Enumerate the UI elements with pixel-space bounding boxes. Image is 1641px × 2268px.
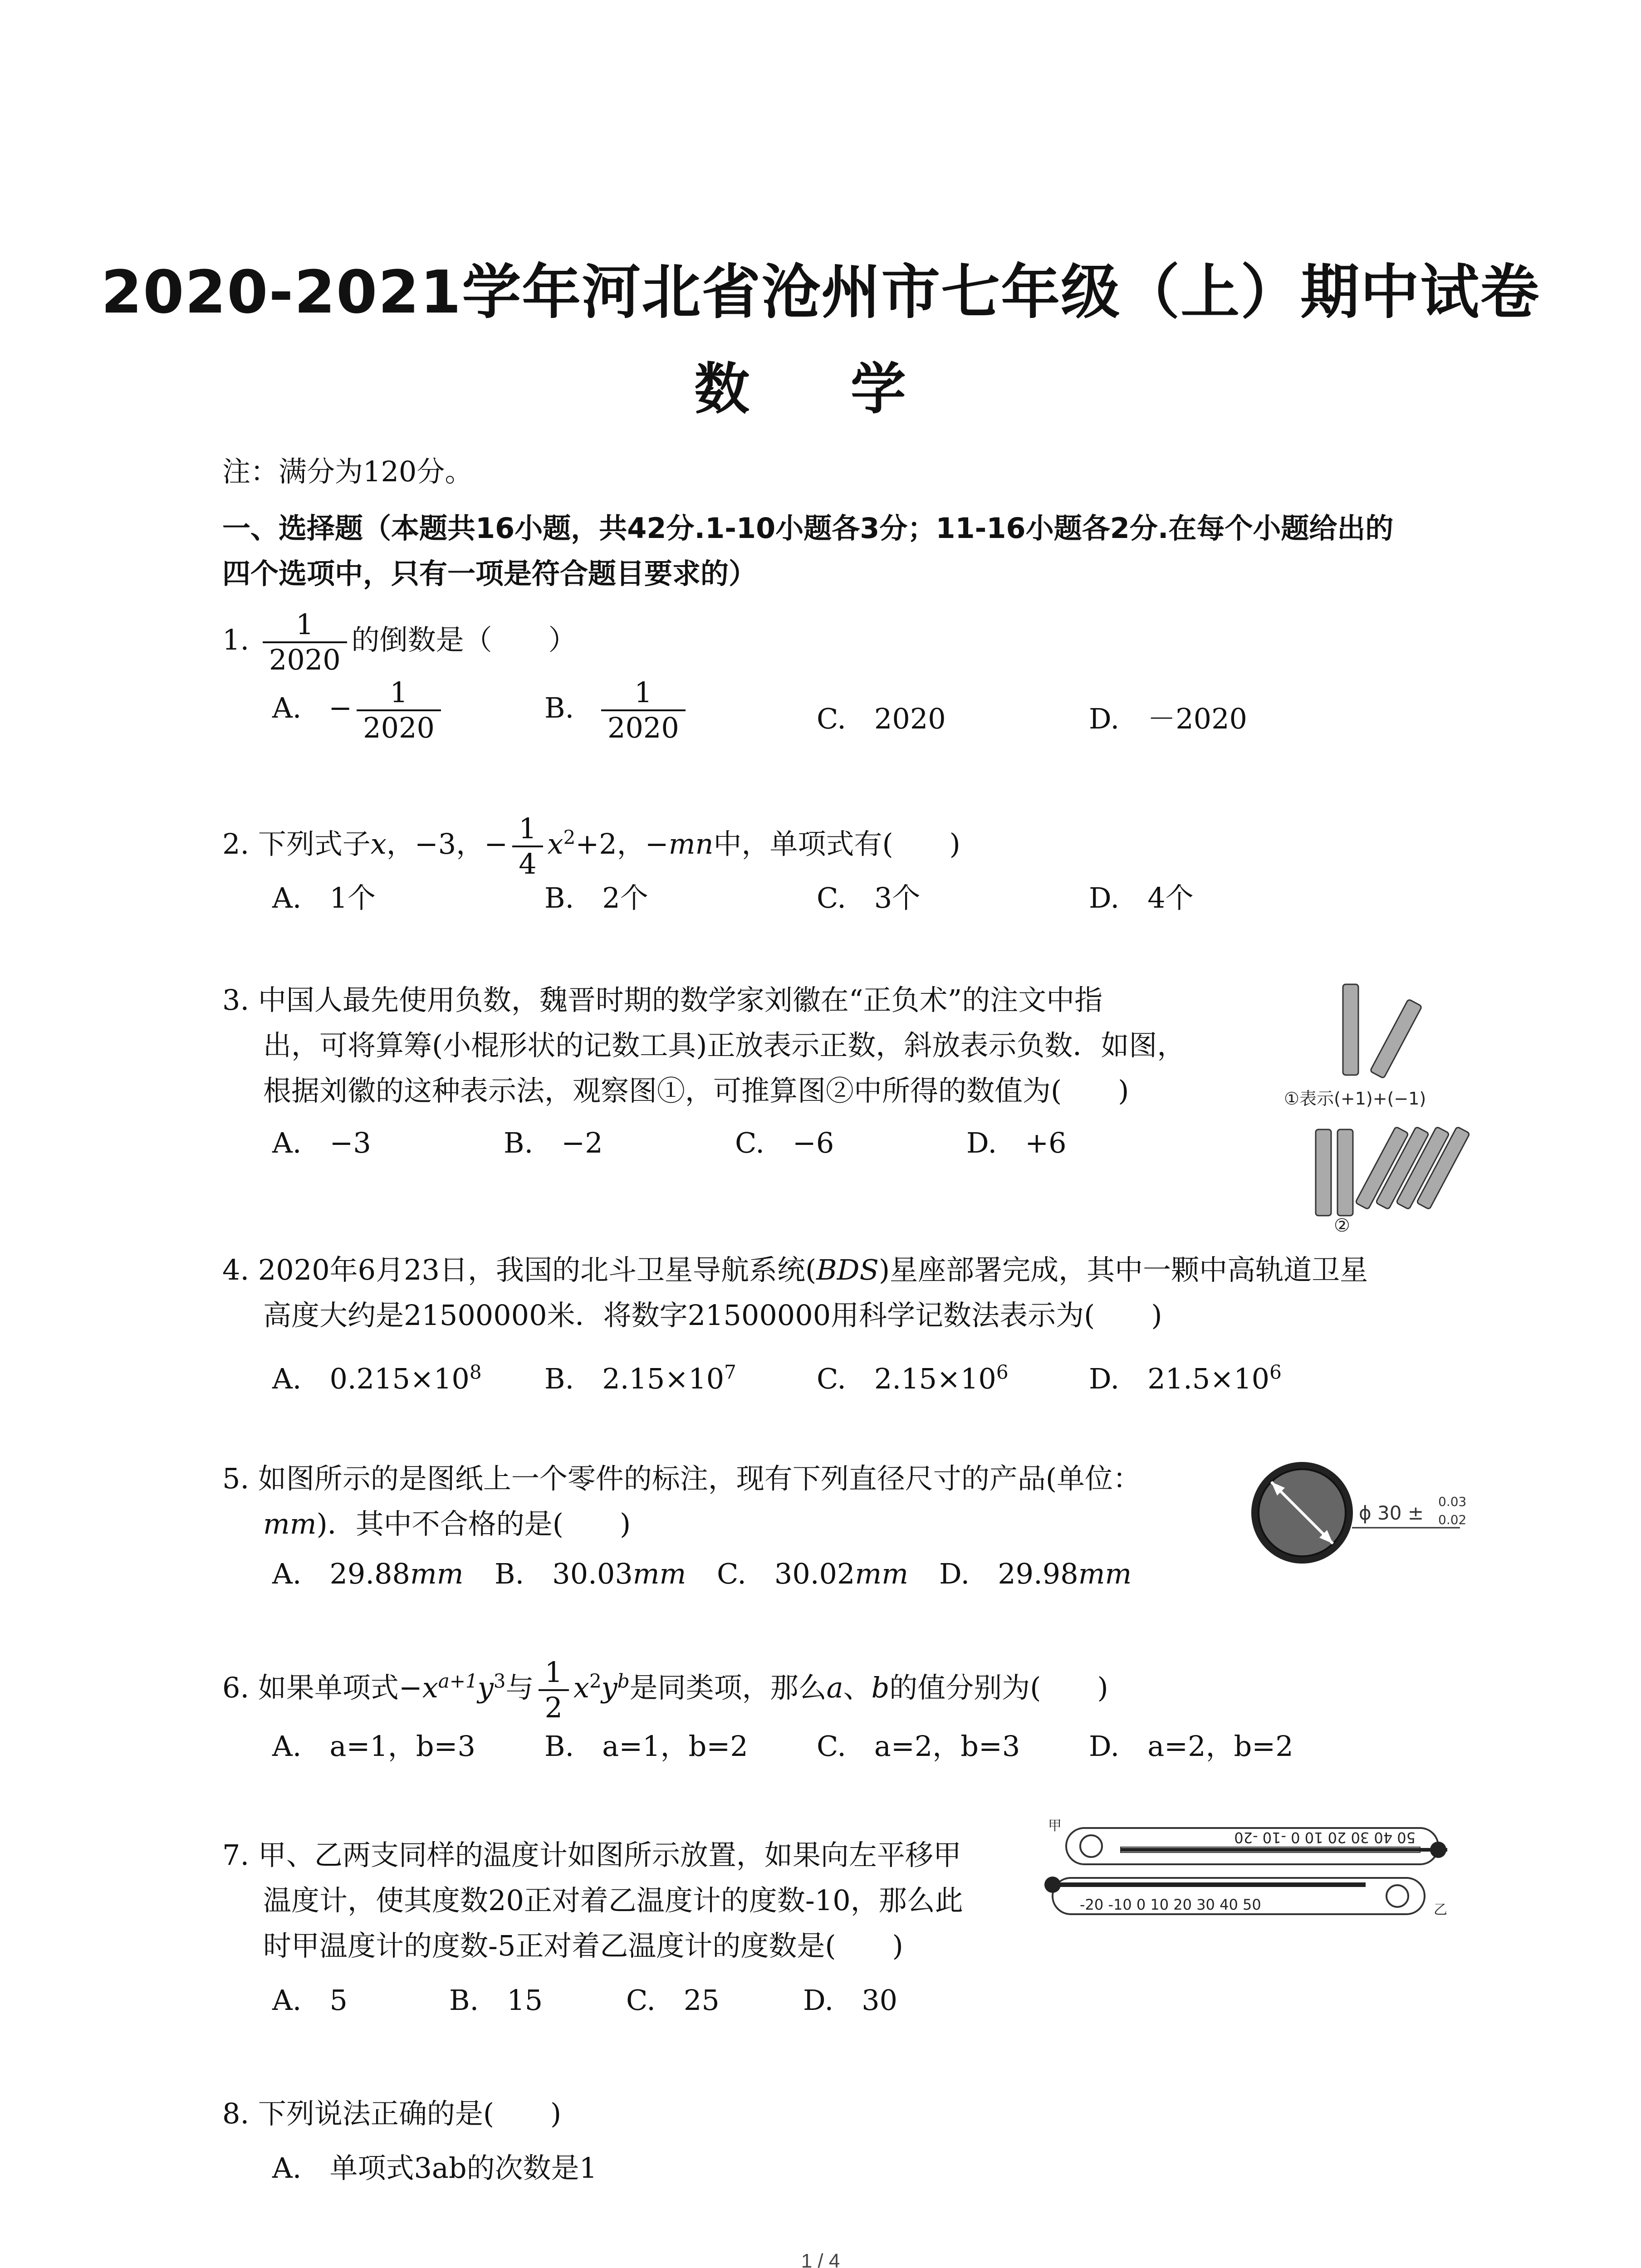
- q4-text: )星座部署完成，其中一颗中高轨道卫星: [878, 1253, 1368, 1286]
- upper-tolerance: 0.03: [1438, 1494, 1467, 1509]
- thermometer-jia: [1066, 1828, 1447, 1864]
- q7-line2: 温度计，使其度数20正对着乙温度计的度数-10，那么此: [263, 1884, 963, 1917]
- q2-option-c: C. 3个: [817, 881, 921, 914]
- q3-option-d: D. +6: [966, 1126, 1067, 1159]
- option-label: A.: [272, 691, 302, 725]
- q7-option-d: D. 30: [803, 1984, 898, 2017]
- q4-option-d: [1089, 1356, 1282, 1397]
- q3-option-a: A. −3: [272, 1126, 371, 1159]
- figure-label-2: ②: [1334, 1215, 1350, 1236]
- label-yi: 乙: [1434, 1902, 1447, 1918]
- unit-mm: mm: [855, 1557, 909, 1590]
- var-x: x: [370, 827, 387, 861]
- minus-sign: −: [328, 691, 353, 725]
- counting-rods-figure: [1284, 980, 1474, 1234]
- q4-option-c: [817, 1356, 1009, 1397]
- fraction-numerator: 1: [390, 676, 408, 709]
- q5-text: )．其中不合格的是( ): [316, 1507, 631, 1540]
- q3-option-b: B. −2: [504, 1126, 603, 1159]
- thermometer-yi: [1044, 1877, 1425, 1914]
- var-x: x: [573, 1671, 589, 1705]
- q7-line3: 时甲温度计的度数-5正对着乙温度计的度数是( ): [263, 1929, 903, 1962]
- rod-upright: [1316, 1129, 1331, 1216]
- fraction-numerator: 1: [296, 608, 314, 641]
- figure-label-1: ①表示(+1)+(−1): [1284, 1089, 1426, 1109]
- q4-text: 4. 2020年6月23日，我国的北斗卫星导航系统(: [222, 1253, 817, 1286]
- exponent: 2: [589, 1670, 602, 1692]
- option-text: A. 0.215×10: [272, 1362, 470, 1395]
- exponent: b: [617, 1670, 630, 1692]
- q7-option-c: C. 25: [626, 1984, 720, 2017]
- q1-option-c: C. 2020: [817, 702, 946, 735]
- unit-mm: mm: [410, 1557, 464, 1590]
- q6-option-b: B. a=1，b=2: [544, 1730, 748, 1763]
- fraction-denominator: 2020: [357, 709, 441, 745]
- option-text: D. 29.98: [939, 1557, 1078, 1590]
- fraction-denominator: 2: [539, 1689, 569, 1725]
- fraction-denominator: 2020: [601, 709, 686, 745]
- exam-title: 2020-2021学年河北省沧州市七年级（上）期中试卷: [101, 258, 1540, 327]
- q2-text: +2，−: [575, 827, 669, 861]
- fraction-numerator: 1: [544, 1656, 563, 1689]
- q5-option-d: [939, 1551, 1132, 1592]
- fraction: [601, 676, 686, 745]
- option-text: C. 2.15×10: [817, 1362, 996, 1395]
- q3-line2: 出，可将算筹(小棍形状的记数工具)正放表示正数，斜放表示负数．如图，: [263, 1029, 1185, 1062]
- var-x: x: [547, 827, 563, 861]
- q4-line2: 高度大约是21500000米．将数字21500000用科学记数法表示为( ): [263, 1299, 1162, 1332]
- subject-title: 数 学: [694, 357, 947, 421]
- q3-line3: 根据刘徽的这种表示法，观察图①，可推算图②中所得的数值为( ): [263, 1074, 1129, 1107]
- unit-mm: mm: [632, 1557, 686, 1590]
- option-text: B. 30.03: [495, 1557, 633, 1590]
- q2-text: 2. 下列式子: [222, 827, 371, 861]
- fraction-numerator: 1: [634, 676, 652, 709]
- q6-text: 的值分别为( ): [889, 1671, 1108, 1705]
- question-number: 1.: [222, 623, 250, 657]
- q8-option-a: A. 单项式3ab的次数是1: [272, 2151, 598, 2185]
- q5-line2: [263, 1501, 631, 1547]
- exponent: a+1: [438, 1670, 478, 1692]
- fraction-denominator: 2020: [263, 641, 347, 677]
- exponent: 3: [493, 1670, 506, 1692]
- q8-stem: 8. 下列说法正确的是( ): [222, 2097, 562, 2130]
- diameter-label: ϕ 30 ±: [1359, 1502, 1424, 1524]
- exponent: 7: [724, 1361, 736, 1383]
- question-stem: 的倒数是（ ）: [351, 623, 577, 657]
- fraction: [357, 676, 441, 745]
- rod-upright: [1337, 1129, 1353, 1216]
- q3-option-c: C. −6: [735, 1126, 834, 1159]
- q7-line1: 7. 甲、乙两支同样的温度计如图所示放置，如果向左平移甲: [222, 1838, 961, 1872]
- q5-line1: 5. 如图所示的是图纸上一个零件的标注，现有下列直径尺寸的产品(单位：: [222, 1462, 1141, 1495]
- page-number: 1 / 4: [801, 2250, 840, 2268]
- q6-option-d: D. a=2，b=2: [1089, 1730, 1293, 1763]
- q4-option-b: [544, 1356, 736, 1397]
- var-x: x: [422, 1671, 438, 1705]
- exponent: 6: [996, 1361, 1009, 1383]
- score-note: 注：满分为120分。: [222, 455, 473, 488]
- q4-line1: [222, 1247, 1368, 1293]
- q6-text: 是同类项，那么: [629, 1671, 827, 1705]
- fraction: [539, 1656, 569, 1725]
- label-jia: 甲: [1048, 1818, 1062, 1834]
- gear-dimension-figure: [1243, 1456, 1467, 1569]
- section-heading-line1: 一、选择题（本题共16小题，共42分.1-10小题各3分；11-16小题各2分.在每个小题给出的: [222, 512, 1394, 545]
- option-text: D. 21.5×10: [1089, 1362, 1270, 1395]
- var-a: a: [826, 1671, 843, 1705]
- section-heading-line2: 四个选项中，只有一项是符合题目要求的）: [222, 557, 757, 590]
- q2-option-b: B. 2个: [544, 881, 648, 914]
- var-y: y: [601, 1671, 617, 1705]
- exponent: 8: [469, 1361, 482, 1383]
- q6-option-c: C. a=2，b=3: [817, 1730, 1020, 1763]
- var-y: y: [477, 1671, 494, 1705]
- question-1: [222, 608, 577, 677]
- q4-option-a: [272, 1356, 482, 1397]
- scale-yi: -20 -10 0 10 20 30 40 50: [1080, 1896, 1261, 1913]
- question-6: [222, 1656, 1108, 1725]
- var-mn: mn: [668, 827, 714, 861]
- q6-text: 、: [843, 1671, 872, 1705]
- question-2: [222, 812, 960, 881]
- q3-line1: 3. 中国人最先使用负数，魏晋时期的数学家刘徽在“正负术”的注文中指: [222, 983, 1103, 1017]
- q2-text: 中，单项式有( ): [713, 827, 960, 861]
- option-text: A. 29.88: [272, 1557, 410, 1590]
- fraction-numerator: 1: [519, 812, 537, 845]
- gear-icon: [1251, 1462, 1353, 1564]
- option-text: C. 30.02: [717, 1557, 855, 1590]
- q2-option-d: D. 4个: [1089, 881, 1194, 914]
- var-b: b: [871, 1671, 890, 1705]
- option-label: B.: [544, 691, 574, 725]
- q1-option-b: [544, 676, 690, 745]
- scale-jia: 50 40 30 20 10 0 -10 -20: [1234, 1829, 1416, 1846]
- option-text: B. 2.15×10: [544, 1362, 725, 1395]
- thermometers-figure: [1039, 1810, 1456, 1932]
- q7-option-a: A. 5: [272, 1984, 348, 2017]
- q6-text: 6. 如果单项式−: [222, 1671, 422, 1705]
- q6-option-a: A. a=1，b=3: [272, 1730, 475, 1763]
- fraction-denominator: 4: [512, 846, 543, 881]
- q2-option-a: A. 1个: [272, 881, 376, 914]
- q1-option-a: [272, 676, 446, 745]
- q5-option-c: [717, 1551, 908, 1592]
- q5-option-a: [272, 1551, 464, 1592]
- unit-mm: mm: [1078, 1557, 1132, 1590]
- q7-option-b: B. 15: [449, 1984, 543, 2017]
- fraction: [512, 812, 543, 881]
- bds-abbrev: BDS: [816, 1253, 879, 1286]
- fraction: [263, 608, 347, 677]
- q5-option-b: [495, 1551, 686, 1592]
- unit-mm: mm: [263, 1507, 317, 1540]
- lower-tolerance: 0.02: [1438, 1512, 1467, 1527]
- exponent: 2: [563, 826, 576, 849]
- q2-text: ，−3，−: [386, 827, 508, 861]
- q1-option-d: D. －2020: [1089, 702, 1247, 735]
- rod-slanted: [1370, 999, 1422, 1079]
- rod-upright: [1343, 984, 1358, 1075]
- exponent: 6: [1269, 1361, 1282, 1383]
- q6-text: 与: [505, 1671, 534, 1705]
